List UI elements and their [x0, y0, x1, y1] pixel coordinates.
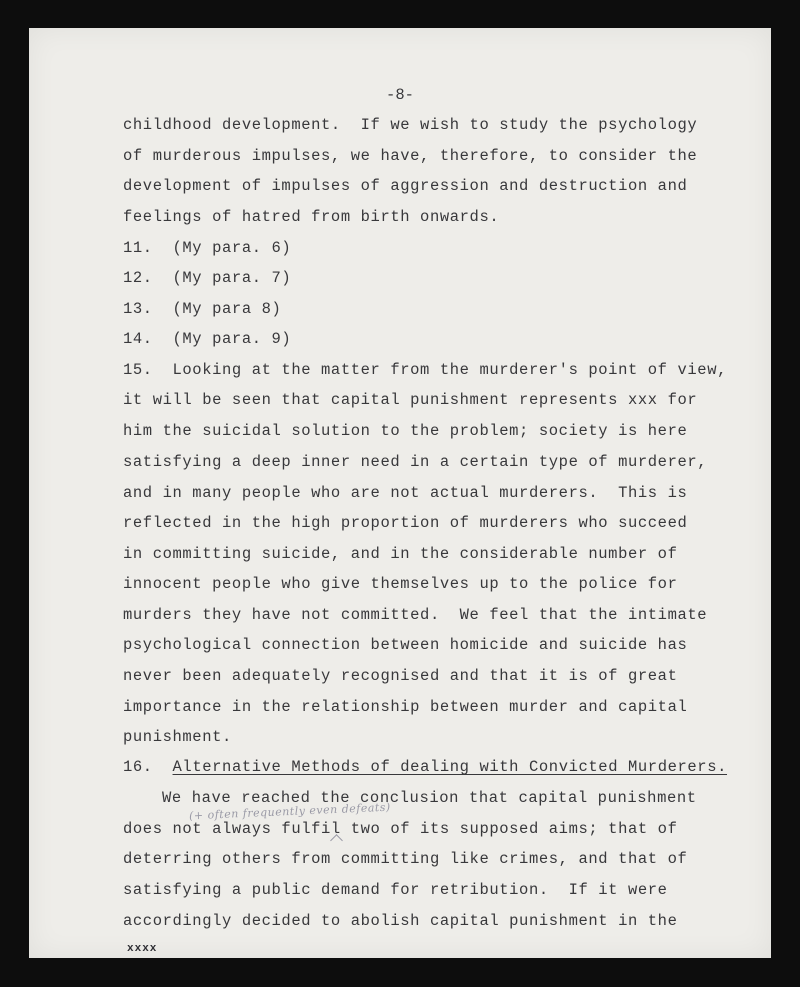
list-item: 13. (My para 8)	[123, 300, 282, 318]
text-line: never been adequately recognised and that it is of great	[123, 667, 678, 685]
footer-mark: xxxx	[127, 943, 158, 955]
text-line: in committing suicide, and in the considerable number of	[123, 545, 678, 563]
text-line: 15. Looking at the matter from the murderer's point of view,	[123, 361, 727, 379]
text-line: murders they have not committed. We feel that the intimate	[123, 606, 708, 624]
section-heading-number: 16.	[123, 758, 153, 776]
text-line: feelings of hatred from birth onwards.	[123, 208, 500, 226]
text-line: him the suicidal solution to the problem; society is here	[123, 422, 688, 440]
text-line: deterring others from committing like crimes, and that of	[123, 850, 688, 868]
text-line: We have reached the conclusion that capital punishment	[162, 789, 697, 807]
handwritten-annotation: (+ often frequently even defeats)	[188, 800, 391, 823]
text-line: childhood development. If we wish to study the psychology	[123, 116, 698, 134]
text-line: does not always fulfil two of its supposed aims; that of	[123, 820, 678, 838]
text-line: accordingly decided to abolish capital punishment in the	[123, 912, 678, 930]
document-page	[29, 28, 771, 958]
text-line: satisfying a public demand for retribution. If it were	[123, 881, 668, 899]
page-number: -8-	[386, 86, 414, 104]
text-line: and in many people who are not actual murderers. This is	[123, 484, 688, 502]
list-item: 12. (My para. 7)	[123, 269, 292, 287]
text-line: development of impulses of aggression and destruction and	[123, 177, 688, 195]
list-item: 11. (My para. 6)	[123, 239, 292, 257]
section-heading	[123, 758, 727, 776]
text-line: of murderous impulses, we have, therefore, to consider the	[123, 147, 698, 165]
text-line: innocent people who give themselves up to the police for	[123, 575, 678, 593]
text-line: satisfying a deep inner need in a certain type of murderer,	[123, 453, 708, 471]
list-item: 14. (My para. 9)	[123, 330, 292, 348]
text-line: punishment.	[123, 728, 232, 746]
text-line: importance in the relationship between murder and capital	[123, 698, 688, 716]
text-line: reflected in the high proportion of murderers who succeed	[123, 514, 688, 532]
section-heading-text: Alternative Methods of dealing with Convicted Murderers.	[172, 758, 728, 776]
text-line: psychological connection between homicide and suicide has	[123, 636, 688, 654]
text-line: it will be seen that capital punishment represents xxx for	[123, 391, 698, 409]
